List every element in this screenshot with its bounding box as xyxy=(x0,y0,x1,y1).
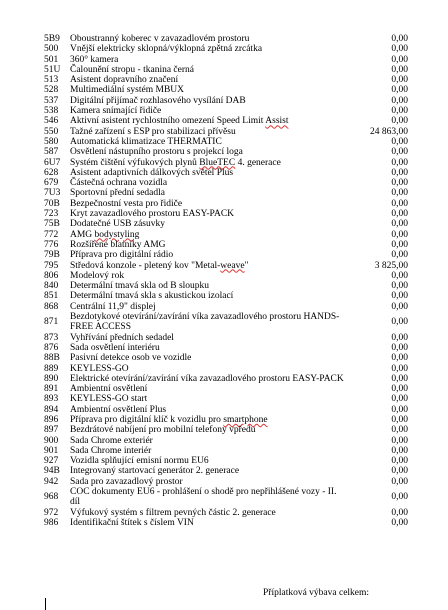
option-description xyxy=(70,394,358,404)
table-row xyxy=(44,209,408,219)
option-description xyxy=(70,466,358,476)
option-code: 896 xyxy=(44,414,59,425)
option-description xyxy=(70,199,358,209)
option-description xyxy=(70,374,358,384)
table-row xyxy=(44,312,408,333)
option-price: 0,00 xyxy=(391,317,408,328)
equipment-table xyxy=(44,34,408,528)
option-description xyxy=(70,96,358,106)
option-description xyxy=(70,271,358,281)
option-code: 876 xyxy=(44,342,59,353)
description-line: Kamera snímající řidiče xyxy=(70,106,162,117)
option-description xyxy=(70,302,358,312)
table-row xyxy=(44,250,408,260)
description-line: Středová konzole - pletený kov "Metal-weave" xyxy=(70,260,249,271)
option-price: 0,00 xyxy=(391,507,408,518)
option-description xyxy=(70,250,358,260)
option-description xyxy=(70,85,358,95)
table-row xyxy=(44,199,408,209)
option-price: 0,00 xyxy=(391,384,408,395)
option-price: 0,00 xyxy=(391,425,408,436)
option-price: 0,00 xyxy=(391,34,408,44)
option-code: 894 xyxy=(44,404,59,415)
description-line: Identifikační štítek s číslem VIN xyxy=(70,517,194,528)
table-row xyxy=(44,188,408,198)
description-line: Multimediální systém MBUX xyxy=(70,85,184,96)
option-code: 772 xyxy=(44,229,59,240)
description-line: Příprava pro digitální rádio xyxy=(70,250,174,261)
option-code: 537 xyxy=(44,95,59,106)
table-row xyxy=(44,85,408,95)
table-row xyxy=(44,240,408,250)
option-price: 0,00 xyxy=(391,209,408,220)
option-description xyxy=(70,456,358,466)
option-code: 528 xyxy=(44,85,59,96)
option-price: 0,00 xyxy=(391,95,408,106)
option-description xyxy=(70,405,358,415)
table-row xyxy=(44,261,408,271)
table-row xyxy=(44,425,408,435)
table-row xyxy=(44,116,408,126)
table-row xyxy=(44,374,408,384)
option-description xyxy=(70,508,358,518)
table-row xyxy=(44,487,408,508)
option-code: 900 xyxy=(44,435,59,446)
description-line: Ambientní osvětlení Plus xyxy=(70,404,167,415)
option-price: 0,00 xyxy=(391,363,408,374)
option-code: 550 xyxy=(44,126,59,137)
table-row xyxy=(44,168,408,178)
spellcheck-flag: BlueTEC xyxy=(199,157,236,168)
option-description xyxy=(70,230,358,240)
description-line: Sada osvětlení interiéru xyxy=(70,342,160,353)
description-line: Bezpečnostní vesta pro řidiče xyxy=(70,198,183,209)
option-description xyxy=(70,333,358,343)
option-description xyxy=(70,137,358,147)
option-price: 0,00 xyxy=(391,517,408,528)
description-line: Výfukový systém s filtrem pevných částic 2. generace xyxy=(70,507,276,518)
description-line: Determální tmavá skla s akustickou izolací xyxy=(70,291,234,302)
option-price: 0,00 xyxy=(391,229,408,240)
option-price: 0,00 xyxy=(391,64,408,75)
option-code: 587 xyxy=(44,147,59,158)
option-price: 0,00 xyxy=(391,239,408,250)
spellcheck-flag: weave xyxy=(220,260,245,271)
description-line: Centrální 11,9" displej xyxy=(70,301,156,312)
option-description xyxy=(70,219,358,229)
table-row xyxy=(44,106,408,116)
description-line: Příprava pro digitální klíč k vozidlu pro smartphone xyxy=(70,414,268,425)
option-price: 0,00 xyxy=(391,188,408,199)
option-code: 70B xyxy=(44,198,60,209)
description-line: Tažné zařízení s ESP pro stabilizaci přívěsu xyxy=(70,126,236,137)
description-line: Modelový rok xyxy=(70,270,125,281)
description-line: Systém čištění výfukových plynů BlueTEC 4. generace xyxy=(70,157,281,168)
option-description xyxy=(70,384,358,394)
option-description xyxy=(70,75,358,85)
table-row xyxy=(44,34,408,44)
description-line: Sportovní přední sedadla xyxy=(70,188,165,199)
option-code: 79B xyxy=(44,250,60,261)
option-code: 868 xyxy=(44,301,59,312)
option-price: 0,00 xyxy=(391,44,408,55)
table-row xyxy=(44,508,408,518)
table-row xyxy=(44,230,408,240)
option-description xyxy=(70,487,358,508)
option-description xyxy=(70,291,358,301)
option-code: 628 xyxy=(44,167,59,178)
option-price: 0,00 xyxy=(391,85,408,96)
option-price: 0,00 xyxy=(391,178,408,189)
option-description xyxy=(70,55,358,65)
option-code: 51U xyxy=(44,64,61,75)
option-price: 0,00 xyxy=(391,414,408,425)
description-line: AMG bodystyling xyxy=(70,229,140,240)
option-code: 927 xyxy=(44,456,59,467)
spellcheck-flag: Assist xyxy=(265,116,289,127)
option-description xyxy=(70,147,358,157)
option-price: 0,00 xyxy=(391,167,408,178)
option-price: 0,00 xyxy=(391,157,408,168)
option-price: 0,00 xyxy=(391,116,408,127)
description-line: COC dokumenty EU6 - prohlášení o shodě pro nepřihlášené vozy - II. xyxy=(70,487,337,498)
option-price: 0,00 xyxy=(391,106,408,117)
table-row xyxy=(44,158,408,168)
option-price: 0,00 xyxy=(391,342,408,353)
option-description xyxy=(70,312,358,333)
option-code: 776 xyxy=(44,239,59,250)
option-description xyxy=(70,436,358,446)
description-line: Automatická klimatizace THERMATIC xyxy=(70,136,222,147)
description-line: Ambientní osvětlení xyxy=(70,384,148,395)
option-price: 24 863,00 xyxy=(370,126,408,137)
option-code: 806 xyxy=(44,270,59,281)
description-line: Elektrické otevírání/zavírání víka zavazadlového prostoru EASY-PACK xyxy=(70,373,344,384)
option-code: 7U3 xyxy=(44,188,61,199)
option-price: 0,00 xyxy=(391,373,408,384)
description-line: Pasivní detekce osob ve vozidle xyxy=(70,353,192,364)
table-row xyxy=(44,456,408,466)
table-row xyxy=(44,75,408,85)
description-line: Dodatečné USB zásuvky xyxy=(70,219,165,230)
option-price: 0,00 xyxy=(391,476,408,487)
description-line: KEYLESS-GO start xyxy=(70,394,148,405)
option-code: 901 xyxy=(44,445,59,456)
table-row xyxy=(44,291,408,301)
option-price: 0,00 xyxy=(391,270,408,281)
option-code: 94B xyxy=(44,466,60,477)
option-description xyxy=(70,106,358,116)
description-line: Osvětlení nástupního prostoru s projekcí loga xyxy=(70,147,243,158)
option-code: 889 xyxy=(44,363,59,374)
description-line: Integrovaný startovací generátor 2. generace xyxy=(70,466,240,477)
table-row xyxy=(44,178,408,188)
option-code: 986 xyxy=(44,517,59,528)
table-row xyxy=(44,127,408,137)
option-price: 0,00 xyxy=(391,394,408,405)
description-line: Kryt zavazadlového prostoru EASY-PACK xyxy=(70,209,235,220)
table-row xyxy=(44,415,408,425)
description-line: Bezdotykové otevírání/zavírání víka zavazadlového prostoru HANDS- xyxy=(70,312,340,323)
table-row xyxy=(44,333,408,343)
option-price: 0,00 xyxy=(391,281,408,292)
option-description xyxy=(70,415,358,425)
description-line: Vozidla splňující emisní normu EU6 xyxy=(70,456,209,467)
table-row xyxy=(44,384,408,394)
option-description xyxy=(70,353,358,363)
option-code: 840 xyxy=(44,281,59,292)
option-price: 0,00 xyxy=(391,492,408,503)
spellcheck-flag: smartphone xyxy=(223,414,268,425)
option-code: 972 xyxy=(44,507,59,518)
description-line: Sada Chrome exteriér xyxy=(70,435,153,446)
option-description xyxy=(70,178,358,188)
option-code: 546 xyxy=(44,116,59,127)
option-code: 851 xyxy=(44,291,59,302)
option-price: 0,00 xyxy=(391,54,408,65)
option-price: 0,00 xyxy=(391,435,408,446)
option-price: 0,00 xyxy=(391,147,408,158)
option-description xyxy=(70,425,358,435)
description-line-continued: FREE ACCESS xyxy=(70,322,131,333)
option-description xyxy=(70,518,358,528)
option-description xyxy=(70,343,358,353)
description-line: Determální tmavá skla od B sloupku xyxy=(70,281,210,292)
description-line: KEYLESS-GO xyxy=(70,363,129,374)
option-price: 0,00 xyxy=(391,456,408,467)
table-row xyxy=(44,477,408,487)
equipment-rows xyxy=(44,34,408,528)
table-row xyxy=(44,219,408,229)
option-price: 0,00 xyxy=(391,250,408,261)
description-line: Sada pro zavazadlový prostor xyxy=(70,476,183,487)
table-row xyxy=(44,436,408,446)
option-code: 500 xyxy=(44,44,59,55)
description-line: Vyhřívání předních sedadel xyxy=(70,332,174,343)
option-price: 0,00 xyxy=(391,136,408,147)
option-price: 0,00 xyxy=(391,75,408,86)
option-description xyxy=(70,168,358,178)
option-price: 3 825,00 xyxy=(374,260,408,271)
table-row xyxy=(44,405,408,415)
description-line: Vnější elektricky sklopná/výklopná zpětná zrcátka xyxy=(70,44,263,55)
option-price: 0,00 xyxy=(391,353,408,364)
option-description xyxy=(70,364,358,374)
table-row xyxy=(44,271,408,281)
option-code: 873 xyxy=(44,332,59,343)
option-price: 0,00 xyxy=(391,445,408,456)
option-description xyxy=(70,209,358,219)
description-line: Částečná ochrana vozidla xyxy=(70,178,168,189)
table-row xyxy=(44,353,408,363)
option-code: 538 xyxy=(44,106,59,117)
option-description xyxy=(70,477,358,487)
option-description xyxy=(70,158,358,168)
table-row xyxy=(44,44,408,54)
option-code: 723 xyxy=(44,209,59,220)
table-row xyxy=(44,394,408,404)
option-price: 0,00 xyxy=(391,404,408,415)
option-code: 795 xyxy=(44,260,59,271)
description-line: Čalounění stropu - tkanina černá xyxy=(70,64,194,75)
description-line-continued: díl xyxy=(70,497,81,508)
description-line: 360° kamera xyxy=(70,54,119,65)
option-description xyxy=(70,188,358,198)
option-description xyxy=(70,446,358,456)
table-row xyxy=(44,364,408,374)
option-price: 0,00 xyxy=(391,291,408,302)
option-code: 513 xyxy=(44,75,59,86)
option-price: 0,00 xyxy=(391,301,408,312)
option-price: 0,00 xyxy=(391,466,408,477)
table-row xyxy=(44,446,408,456)
table-row xyxy=(44,518,408,528)
option-description xyxy=(70,127,358,137)
option-description xyxy=(70,261,358,271)
option-price: 0,00 xyxy=(391,198,408,209)
option-code: 897 xyxy=(44,425,59,436)
option-description xyxy=(70,34,358,44)
table-row xyxy=(44,343,408,353)
table-row xyxy=(44,55,408,65)
option-code: 679 xyxy=(44,178,59,189)
option-description xyxy=(70,281,358,291)
extras-total-label: Příplatková výbava celkem: xyxy=(263,588,370,598)
table-row xyxy=(44,65,408,75)
description-line: Oboustranný koberec v zavazadlovém prostoru xyxy=(70,34,250,44)
option-code: 6U7 xyxy=(44,157,61,168)
option-price: 0,00 xyxy=(391,332,408,343)
table-row xyxy=(44,147,408,157)
option-code: 942 xyxy=(44,476,59,487)
spellcheck-flag: bodystyling xyxy=(94,229,140,240)
option-code: 88B xyxy=(44,353,60,364)
option-code: 871 xyxy=(44,317,59,328)
option-price: 0,00 xyxy=(391,219,408,230)
table-row xyxy=(44,281,408,291)
option-code: 75B xyxy=(44,219,60,230)
option-code: 5B9 xyxy=(44,34,60,44)
option-description xyxy=(70,44,358,54)
option-code: 890 xyxy=(44,373,59,384)
table-row xyxy=(44,302,408,312)
option-description xyxy=(70,116,358,126)
option-code: 580 xyxy=(44,136,59,147)
option-description xyxy=(70,240,358,250)
description-line: Sada Chrome interiér xyxy=(70,445,152,456)
description-line: Aktivní asistent rychlostního omezení Speed Limit Assist xyxy=(70,116,289,127)
description-line: Asistent dopravního značení xyxy=(70,75,179,86)
description-line: Rozšířené blatníky AMG xyxy=(70,239,166,250)
option-code: 501 xyxy=(44,54,59,65)
option-code: 891 xyxy=(44,384,59,395)
table-row xyxy=(44,137,408,147)
table-row xyxy=(44,96,408,106)
option-code: 893 xyxy=(44,394,59,405)
option-description xyxy=(70,65,358,75)
table-row xyxy=(44,466,408,476)
description-line: Asistent adaptivních dálkových světel Plus xyxy=(70,167,234,178)
description-line: Digitální přijímač rozhlasového vysílání DAB xyxy=(70,95,246,106)
option-code: 968 xyxy=(44,492,59,503)
description-line: Bezdrátové nabíjení pro mobilní telefony vpředu xyxy=(70,425,256,436)
